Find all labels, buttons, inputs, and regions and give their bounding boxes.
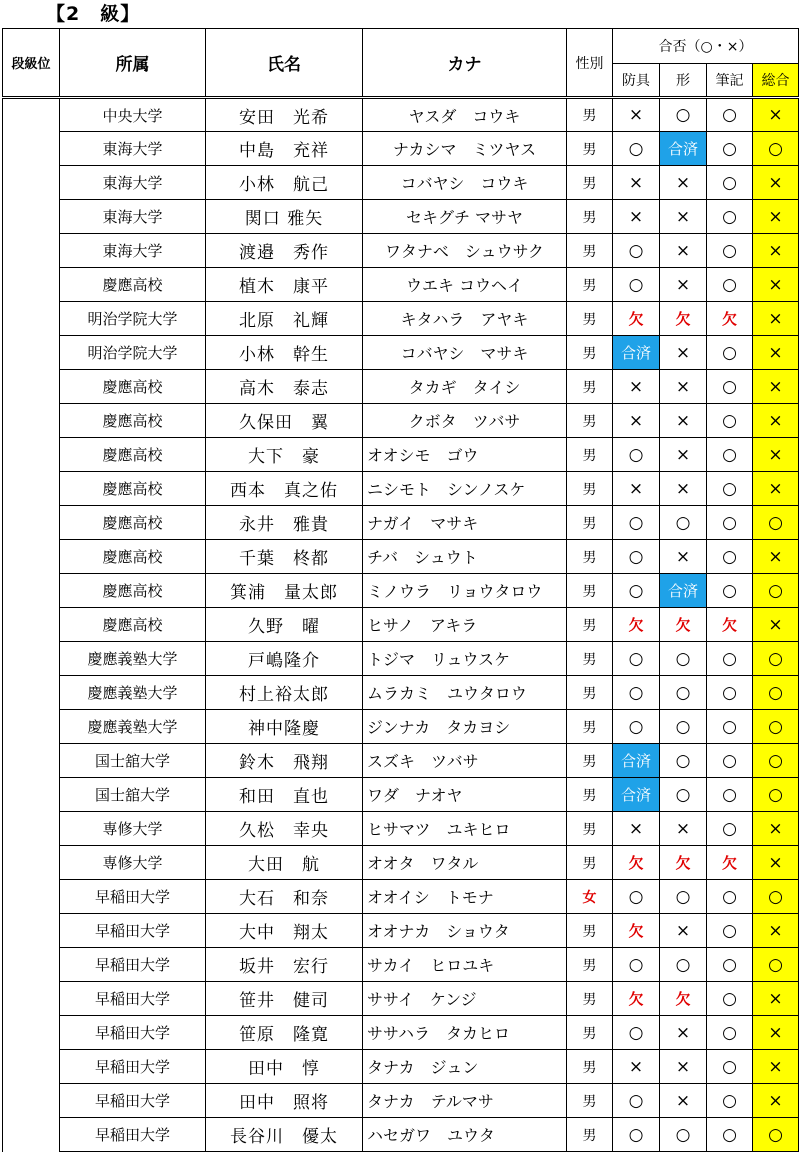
bougu-result-cell: ○ — [613, 710, 660, 744]
total-result-cell: × — [753, 982, 799, 1016]
total-result-cell: ○ — [753, 132, 799, 166]
sex-cell: 男 — [567, 812, 613, 846]
table-row — [3, 846, 799, 880]
sex-cell: 男 — [567, 1118, 613, 1152]
kata-result-cell: ○ — [660, 880, 707, 914]
kana-cell: オオイシ トモナ — [363, 880, 567, 914]
kata-result-cell: ○ — [660, 676, 707, 710]
sex-cell: 男 — [567, 574, 613, 608]
sex-cell: 男 — [567, 336, 613, 370]
kata-result-cell: × — [660, 234, 707, 268]
kana-cell: ニシモト シンノスケ — [363, 472, 567, 506]
kana-cell: チバ シュウト — [363, 540, 567, 574]
hikki-result-cell: ○ — [707, 642, 753, 676]
table-row — [3, 982, 799, 1016]
kata-result-cell: ○ — [660, 710, 707, 744]
kata-result-cell: × — [660, 540, 707, 574]
kata-result-cell: ○ — [660, 642, 707, 676]
table-row — [3, 200, 799, 234]
hikki-result-cell: ○ — [707, 982, 753, 1016]
total-result-cell: × — [753, 1050, 799, 1084]
sex-cell: 男 — [567, 778, 613, 812]
header-sex: 性別 — [567, 29, 613, 98]
sex-cell: 男 — [567, 506, 613, 540]
name-cell: 久野 曜 — [206, 608, 363, 642]
hikki-result-cell: ○ — [707, 1084, 753, 1118]
name-cell: 笹井 健司 — [206, 982, 363, 1016]
sex-cell: 男 — [567, 676, 613, 710]
table-row — [3, 98, 799, 132]
name-cell: 鈴木 飛翔 — [206, 744, 363, 778]
hikki-result-cell: 欠 — [707, 608, 753, 642]
name-cell: 戸嶋隆介 — [206, 642, 363, 676]
table-row — [3, 812, 799, 846]
sex-cell: 男 — [567, 166, 613, 200]
table-row — [3, 370, 799, 404]
table-row — [3, 540, 799, 574]
name-cell: 大石 和奈 — [206, 880, 363, 914]
affiliation-cell: 専修大学 — [60, 846, 206, 880]
table-row — [3, 1084, 799, 1118]
name-cell: 大中 翔太 — [206, 914, 363, 948]
total-result-cell: × — [753, 438, 799, 472]
name-cell: 高木 泰志 — [206, 370, 363, 404]
hikki-result-cell: ○ — [707, 574, 753, 608]
kana-cell: ナカシマ ミツヤス — [363, 132, 567, 166]
affiliation-cell: 早稲田大学 — [60, 982, 206, 1016]
kata-result-cell: × — [660, 914, 707, 948]
affiliation-cell: 慶應義塾大学 — [60, 676, 206, 710]
sex-cell: 男 — [567, 438, 613, 472]
bougu-result-cell: ○ — [613, 1084, 660, 1118]
bougu-result-cell: ○ — [613, 642, 660, 676]
header-affiliation: 所属 — [60, 29, 206, 98]
header-result: 合否（○・×） — [613, 29, 799, 64]
name-cell: 北原 礼輝 — [206, 302, 363, 336]
affiliation-cell: 明治学院大学 — [60, 336, 206, 370]
hikki-result-cell: ○ — [707, 166, 753, 200]
kata-result-cell: ○ — [660, 778, 707, 812]
total-result-cell: × — [753, 370, 799, 404]
total-result-cell: ○ — [753, 710, 799, 744]
hikki-result-cell: ○ — [707, 200, 753, 234]
affiliation-cell: 慶應高校 — [60, 472, 206, 506]
table-row — [3, 166, 799, 200]
affiliation-cell: 慶應高校 — [60, 574, 206, 608]
kana-cell: オオタ ワタル — [363, 846, 567, 880]
hikki-result-cell: ○ — [707, 676, 753, 710]
kata-result-cell: × — [660, 1084, 707, 1118]
total-result-cell: × — [753, 98, 799, 132]
kana-cell: サカイ ヒロユキ — [363, 948, 567, 982]
affiliation-cell: 中央大学 — [60, 98, 206, 132]
table-row — [3, 710, 799, 744]
affiliation-cell: 東海大学 — [60, 132, 206, 166]
table-row — [3, 1050, 799, 1084]
hikki-result-cell: ○ — [707, 472, 753, 506]
affiliation-cell: 東海大学 — [60, 234, 206, 268]
bougu-result-cell: ○ — [613, 268, 660, 302]
name-cell: 小林 幹生 — [206, 336, 363, 370]
kana-cell: ミノウラ リョウタロウ — [363, 574, 567, 608]
kana-cell: コバヤシ マサキ — [363, 336, 567, 370]
bougu-result-cell: ○ — [613, 506, 660, 540]
kana-cell: コバヤシ コウキ — [363, 166, 567, 200]
total-result-cell: ○ — [753, 1118, 799, 1152]
affiliation-cell: 早稲田大学 — [60, 1084, 206, 1118]
hikki-result-cell: ○ — [707, 98, 753, 132]
kana-cell: スズキ ツバサ — [363, 744, 567, 778]
kana-cell: オオシモ ゴウ — [363, 438, 567, 472]
bougu-result-cell: ○ — [613, 880, 660, 914]
kana-cell: ヒサマツ ユキヒロ — [363, 812, 567, 846]
table-row — [3, 506, 799, 540]
kata-result-cell: 欠 — [660, 982, 707, 1016]
sex-cell: 男 — [567, 642, 613, 676]
kata-result-cell: ○ — [660, 506, 707, 540]
sex-cell: 男 — [567, 608, 613, 642]
kana-cell: セキグチ マサヤ — [363, 200, 567, 234]
name-cell: 小林 航己 — [206, 166, 363, 200]
kana-cell: ササハラ タカヒロ — [363, 1016, 567, 1050]
affiliation-cell: 慶應高校 — [60, 506, 206, 540]
sex-cell: 女 — [567, 880, 613, 914]
total-result-cell: × — [753, 914, 799, 948]
total-result-cell: ○ — [753, 676, 799, 710]
sex-cell: 男 — [567, 846, 613, 880]
header-name: 氏名 — [206, 29, 363, 98]
results-table — [2, 28, 799, 1152]
sex-cell: 男 — [567, 404, 613, 438]
kata-result-cell: ○ — [660, 1118, 707, 1152]
sex-cell: 男 — [567, 132, 613, 166]
kata-result-cell: 合済 — [660, 132, 707, 166]
table-row — [3, 404, 799, 438]
bougu-result-cell: ○ — [613, 1016, 660, 1050]
hikki-result-cell: ○ — [707, 744, 753, 778]
affiliation-cell: 早稲田大学 — [60, 914, 206, 948]
affiliation-cell: 慶應高校 — [60, 370, 206, 404]
page-title: 【2 級】 — [46, 3, 141, 25]
total-result-cell: × — [753, 302, 799, 336]
sex-cell: 男 — [567, 1050, 613, 1084]
bougu-result-cell: 欠 — [613, 914, 660, 948]
kana-cell: キタハラ アヤキ — [363, 302, 567, 336]
table-row — [3, 642, 799, 676]
name-cell: 関口 雅矢 — [206, 200, 363, 234]
name-cell: 千葉 柊都 — [206, 540, 363, 574]
total-result-cell: × — [753, 336, 799, 370]
kata-result-cell: × — [660, 200, 707, 234]
total-result-cell: ○ — [753, 880, 799, 914]
name-cell: 中島 充祥 — [206, 132, 363, 166]
name-cell: 和田 直也 — [206, 778, 363, 812]
name-cell: 笹原 隆寛 — [206, 1016, 363, 1050]
kana-cell: タナカ テルマサ — [363, 1084, 567, 1118]
affiliation-cell: 早稲田大学 — [60, 1050, 206, 1084]
name-cell: 安田 光希 — [206, 98, 363, 132]
table-row — [3, 472, 799, 506]
bougu-result-cell: × — [613, 166, 660, 200]
hikki-result-cell: 欠 — [707, 846, 753, 880]
name-cell: 久松 幸央 — [206, 812, 363, 846]
bougu-result-cell: ○ — [613, 574, 660, 608]
hikki-result-cell: ○ — [707, 268, 753, 302]
hikki-result-cell: ○ — [707, 710, 753, 744]
kata-result-cell: 欠 — [660, 608, 707, 642]
kana-cell: ワダ ナオヤ — [363, 778, 567, 812]
hikki-result-cell: ○ — [707, 914, 753, 948]
affiliation-cell: 慶應高校 — [60, 438, 206, 472]
total-result-cell: × — [753, 166, 799, 200]
sex-cell: 男 — [567, 982, 613, 1016]
name-cell: 大下 豪 — [206, 438, 363, 472]
affiliation-cell: 早稲田大学 — [60, 1016, 206, 1050]
kata-result-cell: 欠 — [660, 846, 707, 880]
kata-result-cell: × — [660, 1016, 707, 1050]
table-row — [3, 676, 799, 710]
kata-result-cell: 欠 — [660, 302, 707, 336]
name-cell: 村上裕太郎 — [206, 676, 363, 710]
bougu-result-cell: 欠 — [613, 982, 660, 1016]
kata-result-cell: ○ — [660, 98, 707, 132]
bougu-result-cell: ○ — [613, 234, 660, 268]
total-result-cell: ○ — [753, 778, 799, 812]
total-result-cell: × — [753, 472, 799, 506]
kata-result-cell: 合済 — [660, 574, 707, 608]
kata-result-cell: × — [660, 404, 707, 438]
header-kata: 形 — [660, 64, 707, 98]
hikki-result-cell: ○ — [707, 370, 753, 404]
table-row — [3, 574, 799, 608]
bougu-result-cell: 合済 — [613, 336, 660, 370]
kata-result-cell: × — [660, 472, 707, 506]
name-cell: 坂井 宏行 — [206, 948, 363, 982]
kata-result-cell: × — [660, 1050, 707, 1084]
total-result-cell: × — [753, 846, 799, 880]
kana-cell: ナガイ マサキ — [363, 506, 567, 540]
results-body — [3, 98, 799, 1152]
hikki-result-cell: ○ — [707, 132, 753, 166]
kana-cell: タカギ タイシ — [363, 370, 567, 404]
sex-cell: 男 — [567, 744, 613, 778]
name-cell: 植木 康平 — [206, 268, 363, 302]
sex-cell: 男 — [567, 200, 613, 234]
hikki-result-cell: ○ — [707, 880, 753, 914]
sex-cell: 男 — [567, 914, 613, 948]
name-cell: 久保田 翼 — [206, 404, 363, 438]
sex-cell: 男 — [567, 370, 613, 404]
hikki-result-cell: ○ — [707, 438, 753, 472]
hikki-result-cell: 欠 — [707, 302, 753, 336]
sex-cell: 男 — [567, 302, 613, 336]
table-row — [3, 336, 799, 370]
kana-cell: ササイ ケンジ — [363, 982, 567, 1016]
hikki-result-cell: ○ — [707, 812, 753, 846]
header-level: 段級位 — [3, 29, 60, 98]
header-bougu: 防具 — [613, 64, 660, 98]
total-result-cell: ○ — [753, 744, 799, 778]
kata-result-cell: × — [660, 370, 707, 404]
name-cell: 田中 惇 — [206, 1050, 363, 1084]
bougu-result-cell: × — [613, 812, 660, 846]
bougu-result-cell: ○ — [613, 948, 660, 982]
affiliation-cell: 東海大学 — [60, 200, 206, 234]
hikki-result-cell: ○ — [707, 234, 753, 268]
bougu-result-cell: ○ — [613, 438, 660, 472]
name-cell: 大田 航 — [206, 846, 363, 880]
header-kana: カナ — [363, 29, 567, 98]
affiliation-cell: 慶應高校 — [60, 268, 206, 302]
affiliation-cell: 専修大学 — [60, 812, 206, 846]
header-hikki: 筆記 — [707, 64, 753, 98]
total-result-cell: ○ — [753, 948, 799, 982]
affiliation-cell: 明治学院大学 — [60, 302, 206, 336]
name-cell: 長谷川 優太 — [206, 1118, 363, 1152]
affiliation-cell: 慶應義塾大学 — [60, 642, 206, 676]
sex-cell: 男 — [567, 1084, 613, 1118]
level-cell — [3, 98, 60, 1152]
affiliation-cell: 早稲田大学 — [60, 1118, 206, 1152]
total-result-cell: × — [753, 608, 799, 642]
sex-cell: 男 — [567, 540, 613, 574]
header-sogo: 総合 — [753, 64, 799, 98]
hikki-result-cell: ○ — [707, 948, 753, 982]
kana-cell: ヒサノ アキラ — [363, 608, 567, 642]
affiliation-cell: 早稲田大学 — [60, 880, 206, 914]
table-row — [3, 234, 799, 268]
affiliation-cell: 早稲田大学 — [60, 948, 206, 982]
kana-cell: トジマ リュウスケ — [363, 642, 567, 676]
name-cell: 西本 真之佑 — [206, 472, 363, 506]
hikki-result-cell: ○ — [707, 506, 753, 540]
kana-cell: タナカ ジュン — [363, 1050, 567, 1084]
bougu-result-cell: 合済 — [613, 778, 660, 812]
bougu-result-cell: × — [613, 370, 660, 404]
sex-cell: 男 — [567, 710, 613, 744]
bougu-result-cell: ○ — [613, 676, 660, 710]
total-result-cell: ○ — [753, 506, 799, 540]
kana-cell: オオナカ ショウタ — [363, 914, 567, 948]
kata-result-cell: ○ — [660, 948, 707, 982]
table-row — [3, 132, 799, 166]
hikki-result-cell: ○ — [707, 1016, 753, 1050]
name-cell: 神中隆慶 — [206, 710, 363, 744]
bougu-result-cell: × — [613, 1050, 660, 1084]
bougu-result-cell: 欠 — [613, 846, 660, 880]
hikki-result-cell: ○ — [707, 1118, 753, 1152]
total-result-cell: × — [753, 200, 799, 234]
total-result-cell: × — [753, 1084, 799, 1118]
bougu-result-cell: × — [613, 98, 660, 132]
table-row — [3, 608, 799, 642]
hikki-result-cell: ○ — [707, 540, 753, 574]
affiliation-cell: 慶應義塾大学 — [60, 710, 206, 744]
header-row — [3, 29, 799, 64]
table-row — [3, 1118, 799, 1152]
name-cell: 渡邉 秀作 — [206, 234, 363, 268]
total-result-cell: × — [753, 540, 799, 574]
name-cell: 箕浦 量太郎 — [206, 574, 363, 608]
hikki-result-cell: ○ — [707, 1050, 753, 1084]
table-row — [3, 438, 799, 472]
total-result-cell: × — [753, 1016, 799, 1050]
total-result-cell: × — [753, 812, 799, 846]
sex-cell: 男 — [567, 98, 613, 132]
bougu-result-cell: × — [613, 404, 660, 438]
bougu-result-cell: × — [613, 200, 660, 234]
kana-cell: ジンナカ タカヨシ — [363, 710, 567, 744]
bougu-result-cell: 合済 — [613, 744, 660, 778]
kata-result-cell: × — [660, 336, 707, 370]
kata-result-cell: × — [660, 268, 707, 302]
sex-cell: 男 — [567, 234, 613, 268]
bougu-result-cell: ○ — [613, 1118, 660, 1152]
kata-result-cell: ○ — [660, 744, 707, 778]
total-result-cell: × — [753, 404, 799, 438]
sex-cell: 男 — [567, 948, 613, 982]
kana-cell: ムラカミ ユウタロウ — [363, 676, 567, 710]
hikki-result-cell: ○ — [707, 404, 753, 438]
table-row — [3, 268, 799, 302]
kata-result-cell: × — [660, 812, 707, 846]
affiliation-cell: 慶應高校 — [60, 404, 206, 438]
kana-cell: ハセガワ ユウタ — [363, 1118, 567, 1152]
affiliation-cell: 国士舘大学 — [60, 744, 206, 778]
table-row — [3, 948, 799, 982]
bougu-result-cell: × — [613, 472, 660, 506]
kana-cell: クボタ ツバサ — [363, 404, 567, 438]
table-row — [3, 1016, 799, 1050]
table-row — [3, 880, 799, 914]
table-row — [3, 778, 799, 812]
kata-result-cell: × — [660, 166, 707, 200]
total-result-cell: ○ — [753, 642, 799, 676]
kana-cell: ヤスダ コウキ — [363, 98, 567, 132]
name-cell: 田中 照将 — [206, 1084, 363, 1118]
affiliation-cell: 慶應高校 — [60, 608, 206, 642]
table-row — [3, 914, 799, 948]
bougu-result-cell: ○ — [613, 132, 660, 166]
sex-cell: 男 — [567, 472, 613, 506]
affiliation-cell: 慶應高校 — [60, 540, 206, 574]
hikki-result-cell: ○ — [707, 336, 753, 370]
kana-cell: ウエキ コウヘイ — [363, 268, 567, 302]
kana-cell: ワタナベ シュウサク — [363, 234, 567, 268]
table-row — [3, 744, 799, 778]
total-result-cell: ○ — [753, 574, 799, 608]
name-cell: 永井 雅貴 — [206, 506, 363, 540]
total-result-cell: × — [753, 234, 799, 268]
affiliation-cell: 国士舘大学 — [60, 778, 206, 812]
kata-result-cell: × — [660, 438, 707, 472]
affiliation-cell: 東海大学 — [60, 166, 206, 200]
bougu-result-cell: 欠 — [613, 608, 660, 642]
table-row — [3, 302, 799, 336]
sex-cell: 男 — [567, 1016, 613, 1050]
bougu-result-cell: ○ — [613, 540, 660, 574]
hikki-result-cell: ○ — [707, 778, 753, 812]
total-result-cell: × — [753, 268, 799, 302]
bougu-result-cell: 欠 — [613, 302, 660, 336]
sex-cell: 男 — [567, 268, 613, 302]
